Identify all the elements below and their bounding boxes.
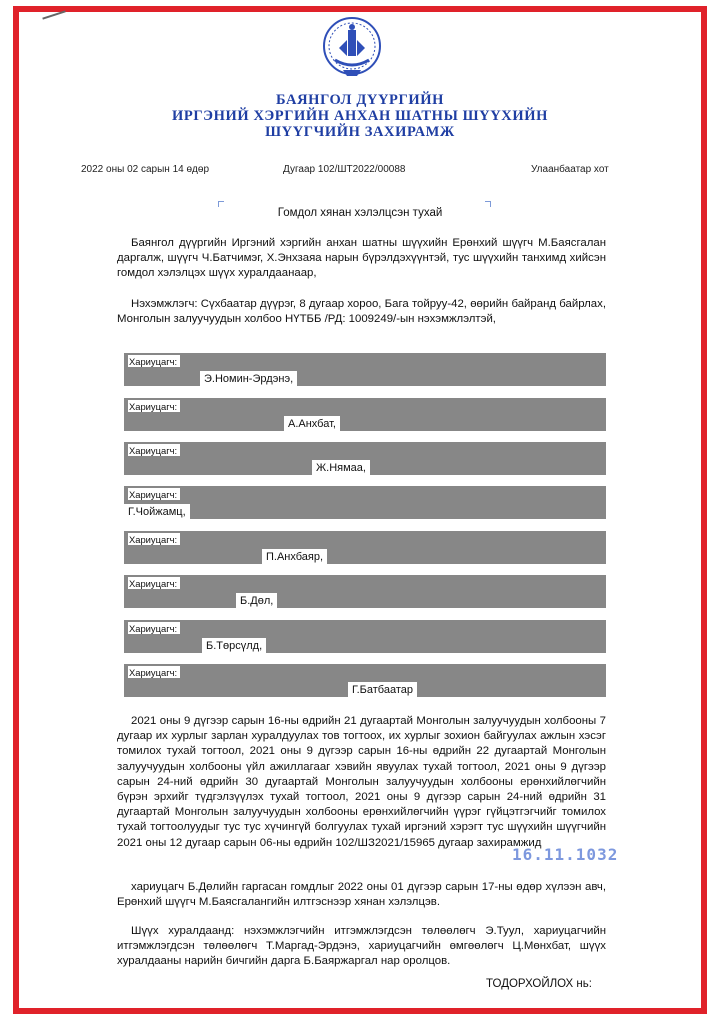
participants-paragraph: Шүүх хуралдаанд: нэхэмжлэгчийн итгэмжлэгдсэн төлөөлөгч Э.Туул, хариуцагчийн итгэмжлэгдсэн төлөөлөгч Т.Маргад-Эрдэнэ, хариуцагчийн өмгөөлөгч Ц.Мөнхбат, шүүх хуралдааны нарийн бичгийн дарга Б.Баяржаргал нар оролцов. xyxy=(117,925,606,968)
complaint-paragraph: хариуцагч Б.Дөлийн гаргасан гомдлыг 2022 оны 01 дүгээр сарын 17-ны өдөр хүлээн авч, Ерөнхий шүүгч М.Баясгалангийн илтгэснээр хянан хэлэлцэв. xyxy=(117,881,606,909)
order-city: Улаанбаатар хот xyxy=(531,164,609,175)
defendant-label: Хариуцагч: xyxy=(128,533,180,545)
defendant-name: Ж.Нямаа, xyxy=(312,460,370,475)
plaintiff-paragraph: Нэхэмжлэгч: Сүхбаатар дүүрэг, 8 дугаар хороо, Бага тойруу-42, өөрийн байранд байрлах, Монголын залуучуудын холбоо НҮТББ /РД: 1009249/-ын нэхэмжлэлтэй, xyxy=(117,298,606,326)
defendant-row xyxy=(124,353,606,386)
court-title-line-2: ИРГЭНИЙ ХЭРГИЙН АНХАН ШАТНЫ ШҮҮХИЙН xyxy=(171,108,549,124)
soyombo-emblem-icon xyxy=(321,16,383,80)
defendant-row xyxy=(124,442,606,475)
intro-paragraph: Баянгол дүүргийн Иргэний хэргийн анхан шатны шүүхийн Ерөнхий шүүгч М.Баясгалан даргалж, шүүгч Ч.Батчимэг, Х.Энхзаяа нарын бүрэлдэхүүнтэй, тус шүүхийн танхимд хийсэн гомдол хэлэлцэх шүүх хуралдаанаар, xyxy=(117,237,606,280)
defendant-label: Хариуцагч: xyxy=(128,577,180,589)
defendant-row xyxy=(124,664,606,697)
defendant-label: Хариуцагч: xyxy=(128,622,180,634)
defendant-name: Г.Батбаатар xyxy=(348,682,417,697)
defendant-label: Хариуцагч: xyxy=(128,400,180,412)
order-date: 2022 оны 02 сарын 14 өдөр xyxy=(81,164,210,175)
defendant-row xyxy=(124,620,606,653)
defendant-row xyxy=(124,575,606,608)
defendant-name: Б.Төрсүлд, xyxy=(202,638,266,653)
redaction-bar xyxy=(124,486,606,519)
stamp-date: 16.11.1032 xyxy=(512,845,619,864)
redaction-bar xyxy=(124,353,606,386)
order-number: Дугаар 102/ШТ2022/00088 xyxy=(283,164,406,175)
defendant-label: Хариуцагч: xyxy=(128,666,180,678)
defendant-row xyxy=(124,398,606,431)
defendant-label: Хариуцагч: xyxy=(128,488,180,500)
order-subject: Гомдол хянан хэлэлцсэн тухай xyxy=(277,207,443,219)
defendant-name: Г.Чойжамц, xyxy=(124,504,190,519)
defendant-name: Э.Номин-Эрдэнэ, xyxy=(200,371,297,386)
redaction-bar xyxy=(124,620,606,653)
defendant-name: Б.Дөл, xyxy=(236,593,277,608)
defendant-label: Хариуцагч: xyxy=(128,355,180,367)
main-paragraph: 2021 оны 9 дүгээр сарын 16-ны өдрийн 21 дугаартай Монголын залуучуудын холбооны 7 дугаар их хурлыг зарлан хуралдуулах тов тогтоох, их хурлыг зохион байгуулах ажлын хэсэг томилох тухай тогтоол, 2021 оны 9 дүгээр сарын 16-ны өдрийн 22 дугаартай Монголын залуучуудын холбооны үйл ажиллагааг хэвийн явуулах тухай тогтоол, 2021 оны 9 дүгээр сарын 24-ний өдрийн 30 дугаартай Монголын залуучуудын холбооны ерөнхийлөгчийн бүрэн эрхийг түдгэлзүүлэх тухай тогтоол, 2021 оны 9 дүгээр сарын 24-ний өдрийн 31 дугаартай Монголын залуучуудын холбооны ерөнхийлөгчийн үүрэг гүйцэтгэгчийг томилох тухай тогтоолуудыг тус тус хүчингүй болгуулах тухай иргэний хэрэгт тус шүүхийн шүүгчийн 2021 оны 12 дугаар сарын 06-ны өдрийн 102/ШЗ2021/15965 дугаар захирамжид xyxy=(117,715,606,849)
defendant-label: Хариуцагч: xyxy=(128,444,180,456)
defendant-name: А.Анхбат, xyxy=(284,416,340,431)
document-type-title: ШҮҮГЧИЙН ЗАХИРАМЖ xyxy=(265,124,455,140)
defendant-row xyxy=(124,486,606,519)
defendant-name: П.Анхбаяр, xyxy=(262,549,327,564)
determination-heading: ТОДОРХОЙЛОХ нь: xyxy=(486,978,592,990)
redaction-bar xyxy=(124,531,606,564)
defendant-row xyxy=(124,531,606,564)
court-title-line-1: БАЯНГОЛ ДҮҮРГИЙН xyxy=(276,92,444,108)
redaction-bar xyxy=(124,575,606,608)
redaction-bar xyxy=(124,398,606,431)
